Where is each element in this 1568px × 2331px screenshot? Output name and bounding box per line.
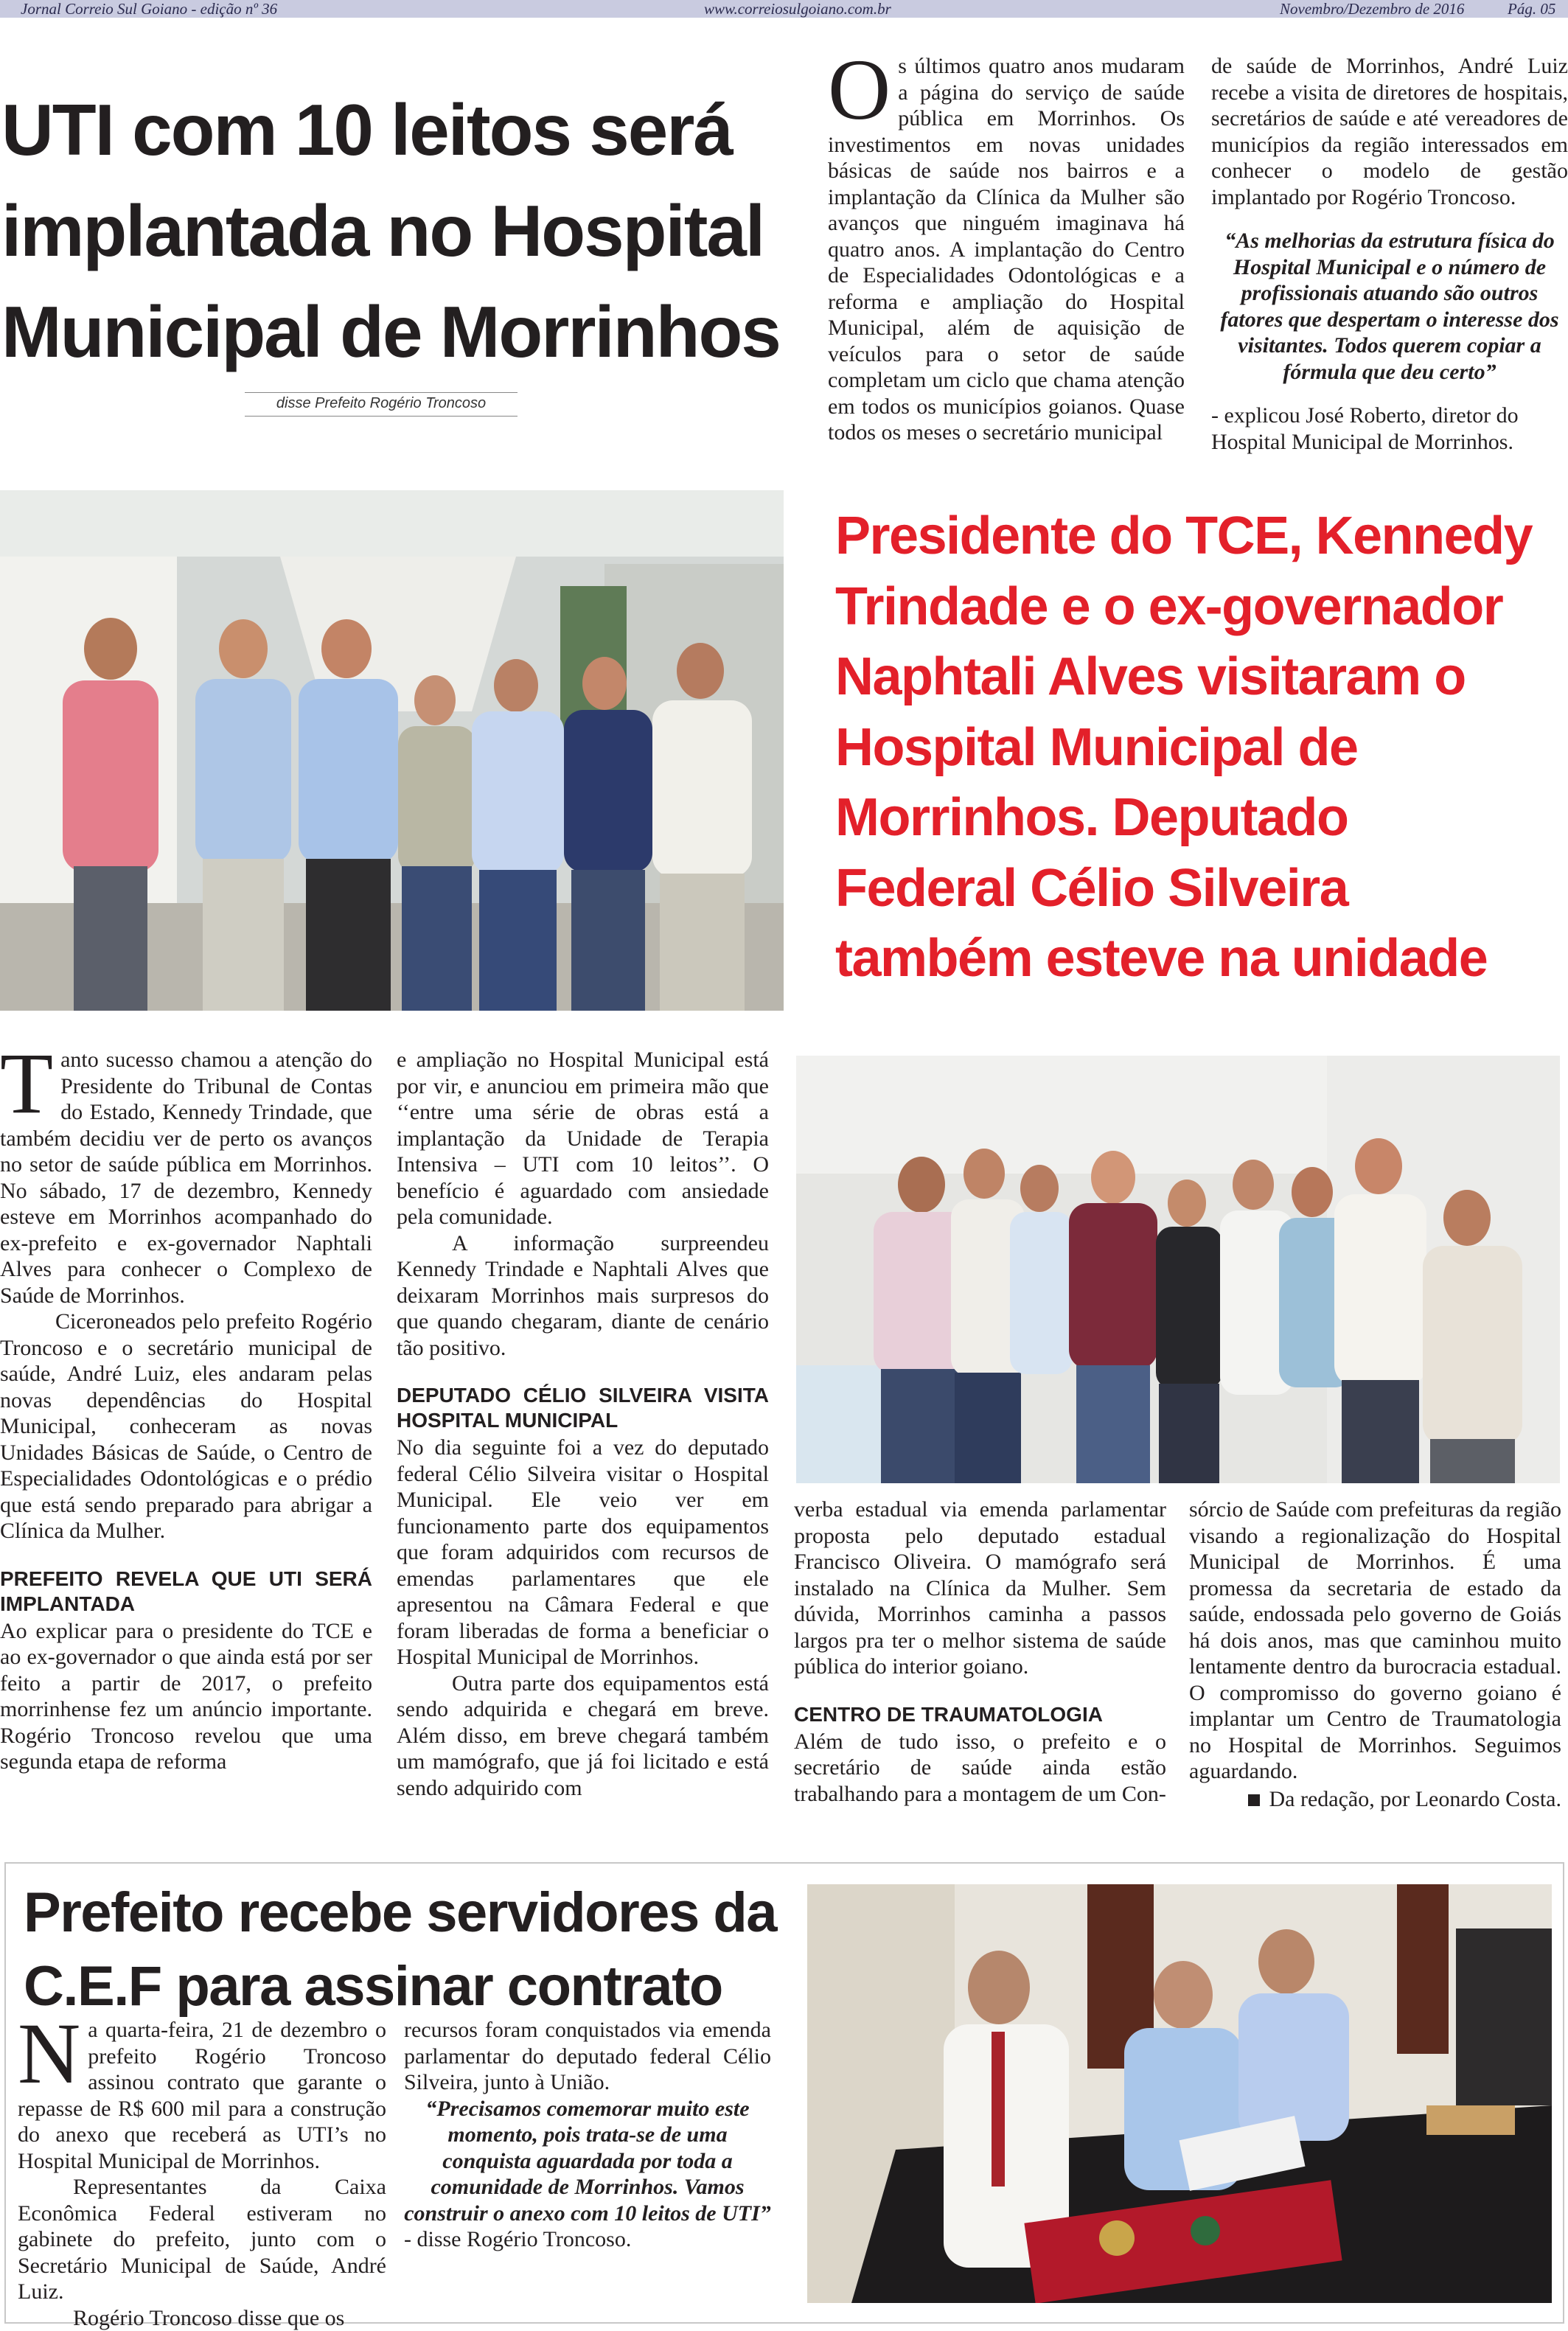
story2-paragraph: verba estadual via emenda parlamentar proposta pelo deputado estadual Francisco Oliveira. O mamógrafo será instalado na Clínica da Mulher. Sem dúvida, Morrinhos caminha a passos largos pra ter o melhor sistema de saúde pública do interior goiano. xyxy=(794,1496,1166,1680)
story3-paragraph: Representantes da Caixa Econômica Federal estiveram no gabinete do prefeito, junto com o Secretário Municipal de Saúde, André Luiz. xyxy=(18,2174,386,2305)
story2-column-4 xyxy=(1189,1496,1561,1812)
story3-headline xyxy=(24,1876,798,2024)
square-bullet-icon xyxy=(1248,1794,1260,1806)
story2-paragraph: anto sucesso chamou a atenção do Presidente do Tribunal de Contas do Estado, Kennedy Trindade, que também decidiu ver de perto os avanços no setor de saúde pública em Morrinhos. No sábado, 17 de dezembro, Kennedy esteve em Morrinhos acompanhado do ex-prefeito e ex-governador Naphtali Alves para conhecer o Complexo de Saúde de Morrinhos. xyxy=(0,1047,372,1309)
story2-subhead-deputado: DEPUTADO CÉLIO SILVEIRA VISITA HOSPITAL MUNICIPAL xyxy=(397,1383,769,1433)
story2-headline-line: Naphtali Alves visitaram o xyxy=(835,642,1568,713)
story1-column-1 xyxy=(828,53,1185,446)
story1-headline xyxy=(1,80,805,383)
story2-byline xyxy=(1189,1786,1561,1813)
story3-headline-line: Prefeito recebe servidores da xyxy=(24,1876,798,1950)
page-header-bar xyxy=(0,0,1568,18)
story1-attribution: - explicou José Roberto, diretor do Hospital Municipal de Morrinhos. xyxy=(1211,403,1568,455)
story2-paragraph: No dia seguinte foi a vez do deputado federal Célio Silveira visitar o Hospital Municipal. Ele veio ver em funcionamento parte dos equipamentos que foram adquiridos com recursos de emendas parlamentares que ele apresentou na Câmara Federal e que foram liberadas de forma a beneficiar o Hospital Municipal de Morrinhos. xyxy=(397,1435,769,1670)
deputy-visit-group-photo xyxy=(796,1056,1560,1483)
story2-byline-text: Da redação, por Leonardo Costa. xyxy=(1269,1787,1561,1811)
story2-column-1 xyxy=(0,1047,372,1775)
hospital-visit-group-photo xyxy=(0,490,784,1011)
story1-caption: disse Prefeito Rogério Troncoso xyxy=(245,395,518,412)
story2-subhead-traumatologia: CENTRO DE TRAUMATOLOGIA xyxy=(794,1702,1166,1727)
story2-drop-cap: T xyxy=(0,1051,53,1116)
story3-paragraph: recursos foram conquistados via emenda parlamentar do deputado federal Célio Silveira, junto à União. xyxy=(404,2017,771,2096)
story2-paragraph: Além de tudo isso, o prefeito e o secretário de saúde ainda estão trabalhando para a montagem de um Con- xyxy=(794,1729,1166,1808)
story2-paragraph: A informação surpreendeu Kennedy Trindade e Naphtali Alves que deixaram Morrinhos mais surpresos do que quando chegaram, diante de cenário tão positivo. xyxy=(397,1230,769,1362)
story2-headline-line: também esteve na unidade xyxy=(835,924,1568,994)
story2-headline-line: Morrinhos. Deputado xyxy=(835,783,1568,854)
story2-headline-line: Hospital Municipal de xyxy=(835,713,1568,784)
story2-paragraph: sórcio de Saúde com prefeituras da região visando a regionalização do Hospital Municipal de Morrinhos. É uma promessa da secretaria de estado da saúde, endossada pelo governo de Goiás há dois anos, mas que caminhou muito lentamente dentro da burocracia estadual. O compromisso do governo goiano é implantar um Centro de Traumatologia no Hospital de Morrinhos. Seguimos aguardando. xyxy=(1189,1496,1561,1785)
story1-paragraph: de saúde de Morrinhos, André Luiz recebe a visita de diretores de hospitais, secretários de saúde e até vereadores de municípios da região interessados em conhecer o modelo de gestão implantado por Rogério Troncoso. xyxy=(1211,53,1568,210)
story2-paragraph: Ciceroneados pelo prefeito Rogério Troncoso e o secretário municipal de saúde, André Luiz, eles andaram pelas novas dependências do Hospital Municipal, conheceram as novas Unidades Básicas de Saúde, o Centro de Especialidades Odontológicas e o prédio que está sendo preparado para abrigar a Clínica da Mulher. xyxy=(0,1309,372,1544)
story3-paragraph: a quarta-feira, 21 de dezembro o prefeito Rogério Troncoso assinou contrato que garante o repasse de R$ 600 mil para a construção do anexo que receberá as UTI’s no Hospital Municipal de Morrinhos. xyxy=(18,2017,386,2174)
story2-paragraph: Outra parte dos equipamentos está sendo adquirida e chegará em breve. Além disso, em breve chegará também um mamógrafo, que já foi licitado e está sendo adquirido com xyxy=(397,1670,769,1802)
story2-paragraph: e ampliação no Hospital Municipal está por vir, e anunciou em primeira mão que ‘‘entre uma série de obras está a implantação da Unidade de Terapia Intensiva – UTI com 10 leitos’’. O benefício é aguardado com ansiedade pela comunidade. xyxy=(397,1047,769,1230)
story2-column-3 xyxy=(794,1496,1166,1807)
story1-caption-rule-bottom xyxy=(245,416,518,417)
contract-signing-photo xyxy=(807,1884,1552,2303)
story2-headline-line: Federal Célio Silveira xyxy=(835,854,1568,924)
story2-column-2 xyxy=(397,1047,769,1801)
story1-paragraph: s últimos quatro anos mudaram a página do serviço de saúde pública em Morrinhos. Os investimentos em novas unidades básicas de saúde nos bairros e a implantação da Clínica da Mulher são avanços que ninguém imaginava há quatro anos. A implantação do Centro de Especialidades Odontológicas e a reforma e ampliação do Hospital Municipal, além de aquisição de veículos para o setor de saúde completam um ciclo que chama atenção em todos os municípios goianos. Quase todos os meses o secretário municipal xyxy=(828,53,1185,446)
story2-headline xyxy=(835,501,1568,994)
website-url: www.correiosulgoiano.com.br xyxy=(704,0,891,18)
story2-headline-line: Trindade e o ex-governador xyxy=(835,572,1568,643)
story2-subhead-uti: PREFEITO REVELA QUE UTI SERÁ IMPLANTADA xyxy=(0,1567,372,1617)
story2-paragraph: Ao explicar para o presidente do TCE e ao ex-governador o que ainda está por ser feito a partir de 2017, o prefeito morrinhense fez um anúncio importante. Rogério Troncoso revelou que uma segunda etapa de reforma xyxy=(0,1618,372,1775)
story3-column-1 xyxy=(18,2017,386,2331)
story1-caption-rule-top xyxy=(245,392,518,393)
story3-column-2 xyxy=(404,2017,771,2253)
story3-quote: “Precisamos comemorar muito este momento, pois trata-se de uma conquista aguardada por toda a comunidade de Morrinhos. Vamos construir o anexo com 10 leitos de UTI” xyxy=(404,2096,771,2227)
story1-column-2 xyxy=(1211,53,1568,455)
story1-headline-line: implantada no Hospital xyxy=(1,181,805,282)
story1-headline-line: UTI com 10 leitos será xyxy=(1,80,805,181)
page-number: Pág. 05 xyxy=(1508,0,1555,18)
story1-drop-cap: O xyxy=(828,58,891,122)
story1-quote: “As melhorias da estrutura física do Hospital Municipal e o número de profissionais atuando são outros fatores que despertam o interesse dos visitantes. Todos querem copiar a fórmula que deu certo” xyxy=(1211,228,1568,385)
story1-headline-line: Municipal de Morrinhos xyxy=(1,282,805,383)
story3-drop-cap: N xyxy=(18,2021,80,2086)
story3-headline-line: C.E.F para assinar contrato xyxy=(24,1950,798,2024)
story3-attribution: - disse Rogério Troncoso. xyxy=(404,2226,771,2253)
story2-headline-line: Presidente do TCE, Kennedy xyxy=(835,501,1568,572)
issue-date: Novembro/Dezembro de 2016 xyxy=(1280,0,1464,18)
story3-paragraph: Rogério Troncoso disse que os xyxy=(18,2305,386,2331)
newspaper-edition: Jornal Correio Sul Goiano - edição nº 36 xyxy=(21,0,277,18)
